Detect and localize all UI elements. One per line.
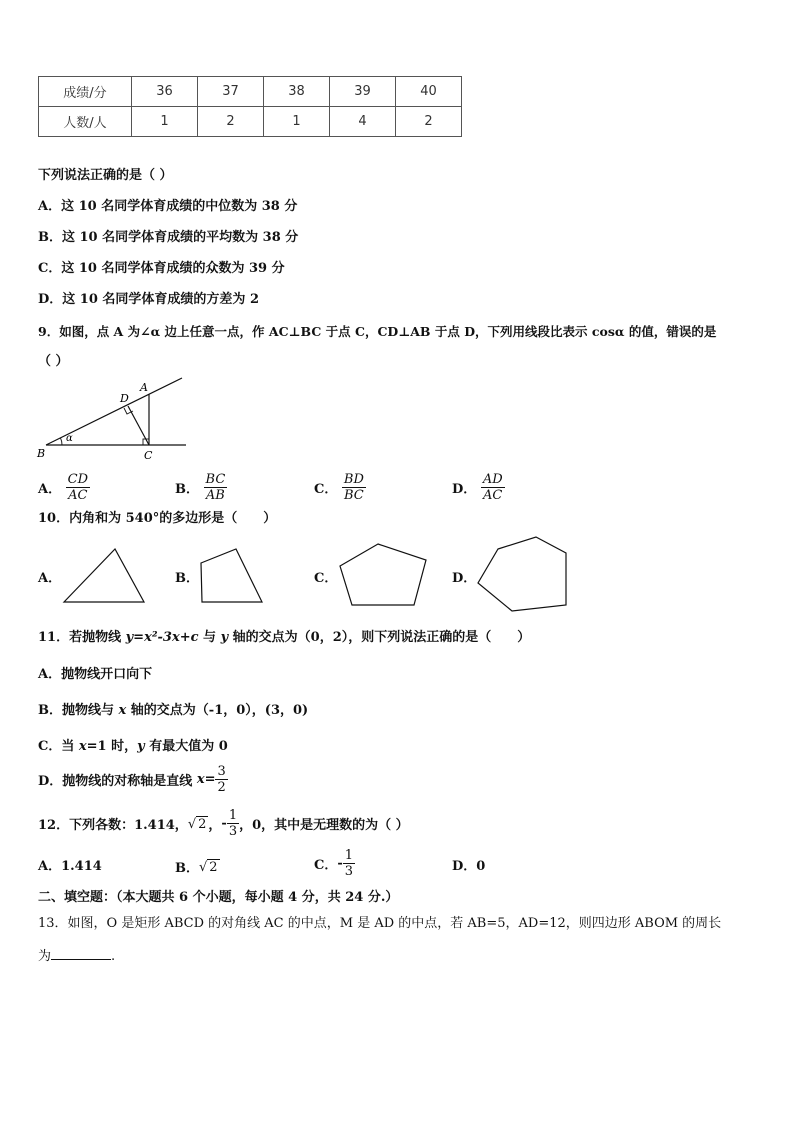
fraction-numerator: 3 bbox=[217, 764, 226, 779]
q11-option-b bbox=[38, 702, 308, 720]
fraction-denominator: 3 bbox=[228, 824, 238, 839]
option-letter: D． bbox=[452, 482, 477, 497]
fraction-denominator: AB bbox=[205, 488, 225, 503]
math-variable: y bbox=[137, 739, 145, 754]
q10-option-d-label: D． bbox=[452, 571, 477, 586]
table-row bbox=[39, 107, 462, 137]
math-variable: x bbox=[196, 772, 205, 787]
text-segment: 有最大值为 0 bbox=[144, 739, 228, 754]
table-cell: 人数/人 bbox=[39, 107, 132, 137]
figure-label-b: B bbox=[37, 447, 46, 460]
section-heading: 二、填空题：（本大题共 6 个小题，每小题 4 分，共 24 分.） bbox=[38, 890, 399, 905]
table-cell: 2 bbox=[198, 107, 264, 137]
q8-option-c: C．这 10 名同学体育成绩的众数为 39 分 bbox=[38, 261, 285, 276]
q10-prompt: 10．内角和为 540°的多边形是（ ） bbox=[38, 511, 277, 526]
table-cell: 38 bbox=[264, 77, 330, 107]
math-variable: y bbox=[220, 630, 229, 645]
table-cell: 39 bbox=[330, 77, 396, 107]
q11-prompt bbox=[38, 629, 530, 647]
option-fraction bbox=[342, 472, 366, 503]
option-fraction bbox=[66, 472, 90, 503]
triangle-shape bbox=[60, 545, 150, 607]
q9-option-a bbox=[38, 472, 90, 503]
text-segment: 11．若抛物线 bbox=[38, 630, 126, 645]
text-segment: 12．下列各数：1.414， bbox=[38, 818, 188, 833]
q9-triangle-figure bbox=[36, 375, 196, 465]
sqrt-symbol: √ 2 bbox=[199, 859, 218, 875]
fraction-numerator: 1 bbox=[228, 808, 238, 823]
table-cell: 4 bbox=[330, 107, 396, 137]
text-segment: 轴的交点为（0，2），则下列说法正确的是（ ） bbox=[228, 630, 531, 645]
q8-option-d: D．这 10 名同学体育成绩的方差为 2 bbox=[38, 292, 259, 307]
q9-option-b bbox=[175, 472, 227, 503]
table-cell: 1 bbox=[264, 107, 330, 137]
q12-option-c bbox=[314, 848, 355, 879]
fraction-numerator: AD bbox=[482, 472, 503, 487]
pentagon-shape bbox=[336, 540, 432, 610]
sqrt-radicand: 2 bbox=[198, 816, 207, 832]
fraction-denominator: 2 bbox=[217, 780, 226, 795]
text-segment: 轴的交点为（-1，0），(3，0) bbox=[126, 703, 309, 718]
quadrilateral-shape bbox=[196, 545, 266, 607]
table-cell: 2 bbox=[396, 107, 462, 137]
fraction bbox=[227, 808, 239, 839]
text-segment: ，0，其中是无理数的为（ ） bbox=[239, 818, 409, 833]
q9-prompt: 9．如图，点 A 为∠α 边上任意一点，作 AC⊥BC 于点 C，CD⊥AB 于点 D，下列用线段比表示 cosα 的值，错误的是 bbox=[38, 324, 717, 339]
text-segment: 为 bbox=[38, 949, 52, 964]
q10-option-b-label: B． bbox=[175, 571, 199, 586]
text-segment: ， bbox=[208, 818, 222, 833]
q12-option-d: D．0 bbox=[452, 859, 486, 874]
table-cell: 37 bbox=[198, 77, 264, 107]
q12-prompt bbox=[38, 808, 409, 839]
q11-option-c bbox=[38, 738, 228, 756]
text-segment: - bbox=[221, 816, 227, 831]
fraction-denominator: AC bbox=[483, 488, 503, 503]
text-segment: C．当 bbox=[38, 739, 79, 754]
math-variable: x bbox=[78, 739, 87, 754]
option-fraction bbox=[343, 848, 355, 879]
text-segment: = bbox=[204, 772, 216, 787]
q8-option-a: A．这 10 名同学体育成绩的中位数为 38 分 bbox=[38, 199, 298, 214]
math-expression: y=x²-3x+c bbox=[125, 630, 199, 645]
score-table bbox=[38, 76, 462, 137]
q10-option-c-label: C． bbox=[314, 571, 338, 586]
q8-prompt: 下列说法正确的是（ ） bbox=[38, 168, 173, 183]
q9-option-d bbox=[452, 472, 505, 503]
sqrt-radicand: 2 bbox=[209, 859, 218, 875]
sqrt-symbol: √ 2 bbox=[187, 816, 207, 832]
figure-label-d: D bbox=[120, 392, 129, 405]
math-variable: x bbox=[118, 703, 127, 718]
answer-blank[interactable] bbox=[51, 947, 111, 960]
fraction-numerator: 1 bbox=[344, 848, 354, 863]
fraction-denominator: BC bbox=[344, 488, 364, 503]
table-cell: 36 bbox=[132, 77, 198, 107]
q13-prompt-cont bbox=[38, 947, 115, 966]
text-segment: B．抛物线与 bbox=[38, 703, 119, 718]
text-segment: - bbox=[337, 856, 343, 871]
hexagon-shape bbox=[474, 533, 574, 613]
fraction-numerator: CD bbox=[67, 472, 88, 487]
fraction-numerator: BC bbox=[205, 472, 226, 487]
fraction-denominator: 3 bbox=[344, 864, 354, 879]
text-segment: . bbox=[111, 949, 116, 964]
option-fraction bbox=[204, 472, 228, 503]
text-segment: D．抛物线的对称轴是直线 bbox=[38, 774, 197, 789]
text-segment: =1 时， bbox=[86, 739, 138, 754]
q10-option-a-label: A． bbox=[38, 571, 62, 586]
table-row bbox=[39, 77, 462, 107]
q11-option-d bbox=[38, 764, 228, 795]
fraction-numerator: BD bbox=[343, 472, 364, 487]
option-letter: B． bbox=[175, 482, 199, 497]
table-cell: 1 bbox=[132, 107, 198, 137]
text-segment: 与 bbox=[198, 630, 221, 645]
q13-prompt: 13．如图，O 是矩形 ABCD 的对角线 AC 的中点，M 是 AD 的中点，若 AB=5，AD=12，则四边形 ABOM 的周长 bbox=[38, 916, 722, 931]
option-letter: B． bbox=[175, 861, 199, 876]
table-cell: 成绩/分 bbox=[39, 77, 132, 107]
option-letter: A． bbox=[38, 482, 62, 497]
option-letter: C． bbox=[314, 858, 338, 873]
option-fraction bbox=[481, 472, 505, 503]
q11-option-a: A．抛物线开口向下 bbox=[38, 667, 153, 682]
option-letter: C． bbox=[314, 482, 338, 497]
q9-option-c bbox=[314, 472, 366, 503]
fraction-denominator: AC bbox=[68, 488, 88, 503]
q9-prompt-cont: （ ） bbox=[38, 354, 69, 369]
q12-option-a: A．1.414 bbox=[38, 859, 102, 874]
q12-option-b bbox=[175, 857, 220, 876]
figure-label-c: C bbox=[144, 449, 153, 462]
q8-option-b: B．这 10 名同学体育成绩的平均数为 38 分 bbox=[38, 230, 299, 245]
table-cell: 40 bbox=[396, 77, 462, 107]
figure-label-a: A bbox=[140, 381, 148, 394]
option-fraction bbox=[215, 764, 227, 795]
figure-label-alpha: α bbox=[66, 433, 73, 444]
